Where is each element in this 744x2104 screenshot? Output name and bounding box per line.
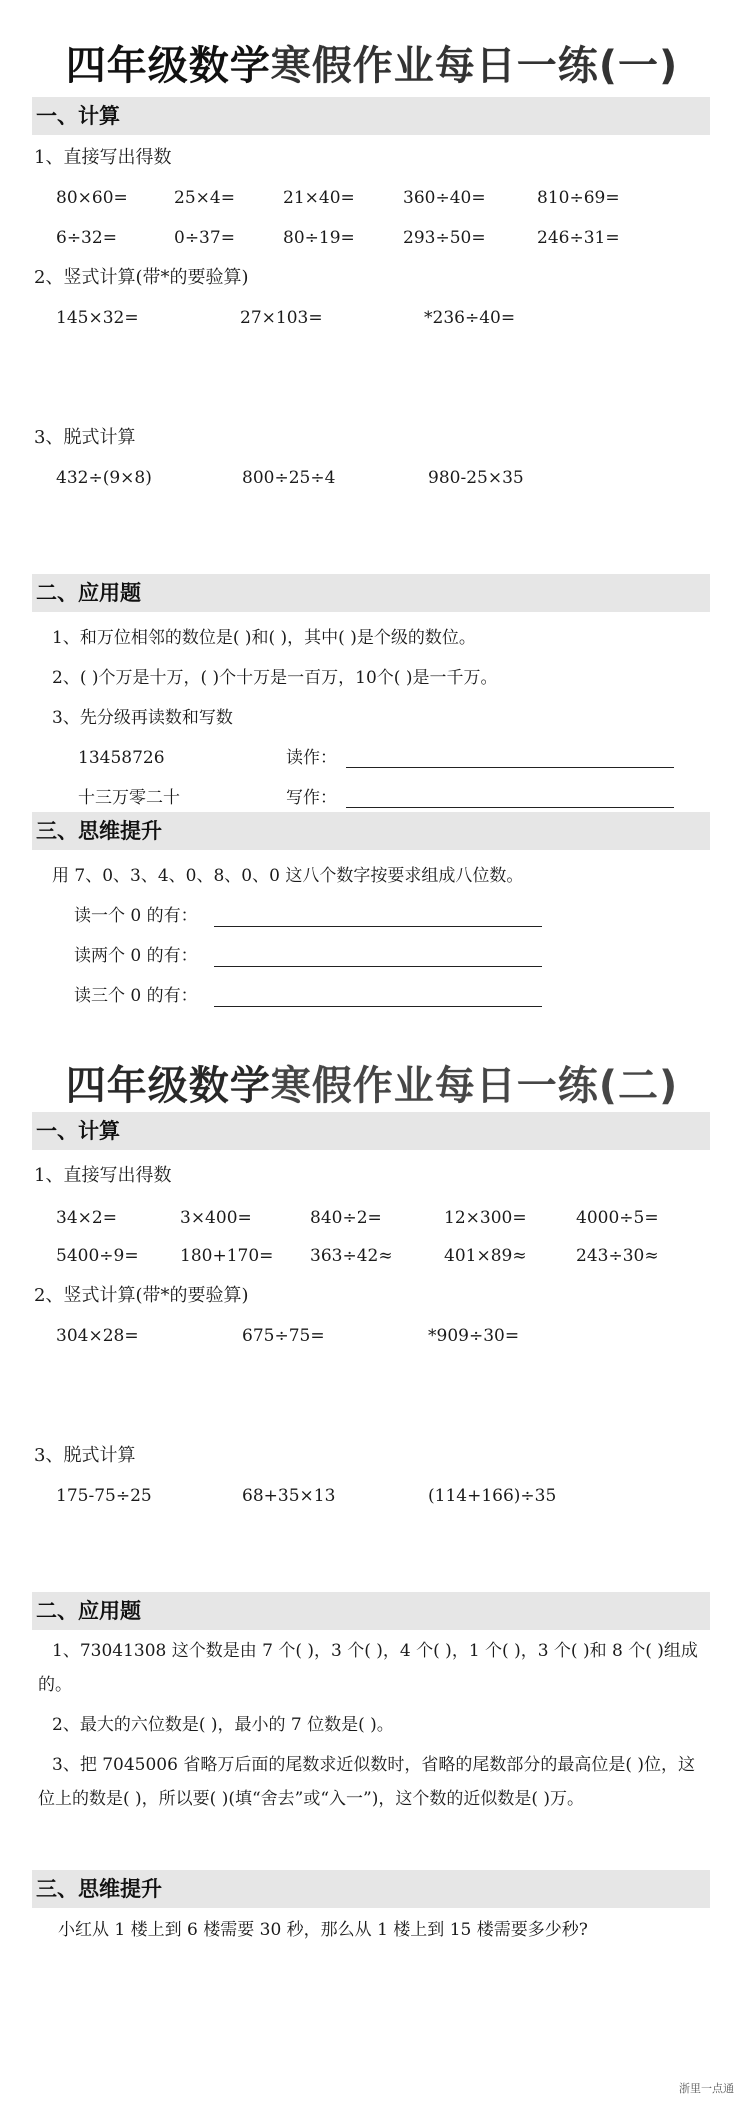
sheet1-section-calc: 一、计算 — [32, 97, 710, 135]
sheet2-stepwise-item: 175-75÷25 — [56, 1486, 152, 1506]
sheet1-mental-item: 6÷32= — [56, 228, 117, 248]
sheet1-vertical-item: 145×32= — [56, 308, 139, 328]
sheet2-mental-item: 243÷30≈ — [576, 1246, 659, 1266]
sheet1-vertical-item: *236÷40= — [424, 308, 516, 328]
sheet1-app-q3: 3、先分级再读数和写数 — [52, 708, 233, 728]
sheet1-think-answer-line-2[interactable] — [214, 966, 542, 967]
footer-watermark: 浙里一点通 — [679, 2082, 734, 2095]
sheet1-mental-item: 80×60= — [56, 188, 128, 208]
sheet2-vertical-row — [0, 1324, 744, 1348]
sheet2-mental-item: 12×300= — [444, 1208, 527, 1228]
sheet2-stepwise-row — [0, 1484, 744, 1508]
sheet1-vertical-item: 27×103= — [240, 308, 323, 328]
sheet1-think-question: 用 7、0、3、4、0、8、0、0 这八个数字按要求组成八位数。 — [52, 866, 524, 886]
sheet2-section-calc: 一、计算 — [32, 1112, 710, 1150]
sheet1-q1-heading: 1、直接写出得数 — [34, 147, 172, 168]
sheet2-title-dark: 四年级数学 — [65, 1063, 271, 1109]
sheet1-think-item-1: 读一个 0 的有： — [74, 906, 198, 926]
sheet2-mental-row-2 — [0, 1244, 744, 1268]
sheet2-mental-item: 401×89≈ — [444, 1246, 527, 1266]
sheet2-app-q3: 3、把 7045006 省略万后面的尾数求近似数时，省略的尾数部分的最高位是( )位，这位上的数是( )，所以要( )(填“舍去”或“入一”)，这个数的近似数是( )万。 — [38, 1755, 696, 1809]
sheet1-mental-item: 80÷19= — [283, 228, 355, 248]
sheet2-think-question: 小红从 1 楼上到 6 楼需要 30 秒，那么从 1 楼上到 15 楼需要多少秒? — [58, 1920, 588, 1940]
sheet1-mental-item: 810÷69= — [537, 188, 620, 208]
sheet1-title — [0, 34, 744, 91]
sheet2-section-application: 二、应用题 — [32, 1592, 710, 1630]
sheet1-mental-item: 25×4= — [174, 188, 235, 208]
sheet1-read-label: 读作： — [286, 748, 337, 768]
sheet1-mental-item: 360÷40= — [403, 188, 486, 208]
sheet2-mental-item: 34×2= — [56, 1208, 117, 1228]
sheet1-write-answer-line[interactable] — [346, 807, 674, 808]
sheet2-vertical-item: *909÷30= — [428, 1326, 520, 1346]
sheet1-app-q1: 1、和万位相邻的数位是( )和( )，其中( )是个级的数位。 — [52, 628, 476, 648]
sheet2-mental-item: 4000÷5= — [576, 1208, 659, 1228]
sheet1-mental-item: 0÷37= — [174, 228, 235, 248]
sheet2-mental-item: 840÷2= — [310, 1208, 382, 1228]
sheet1-stepwise-row — [0, 466, 744, 490]
sheet1-mental-row-2 — [0, 226, 744, 250]
sheet2-stepwise-item: 68+35×13 — [242, 1486, 336, 1506]
sheet1-write-words: 十三万零二十 — [78, 788, 180, 808]
sheet1-title-light: 寒假作业每日一练(一) — [270, 43, 679, 89]
sheet1-stepwise-item: 432÷(9×8) — [56, 468, 152, 488]
sheet1-write-label: 写作： — [286, 788, 337, 808]
sheet2-vertical-item: 304×28= — [56, 1326, 139, 1346]
sheet1-q3-heading: 3、脱式计算 — [34, 427, 136, 448]
sheet1-mental-item: 293÷50= — [403, 228, 486, 248]
sheet1-read-answer-line[interactable] — [346, 767, 674, 768]
sheet2-stepwise-item: (114+166)÷35 — [428, 1486, 557, 1506]
sheet1-app-q2: 2、( )个万是十万，( )个十万是一百万，10个( )是一千万。 — [52, 668, 498, 688]
sheet1-q2-heading: 2、竖式计算(带*的要验算) — [34, 267, 249, 288]
sheet2-vertical-item: 675÷75= — [242, 1326, 325, 1346]
sheet2-section-thinking: 三、思维提升 — [32, 1870, 710, 1908]
sheet1-think-item-2: 读两个 0 的有： — [74, 946, 198, 966]
sheet2-mental-item: 5400÷9= — [56, 1246, 139, 1266]
sheet2-q1-heading: 1、直接写出得数 — [34, 1165, 172, 1186]
sheet2-title — [0, 1054, 744, 1111]
sheet1-think-item-3: 读三个 0 的有： — [74, 986, 198, 1006]
sheet1-mental-row-1 — [0, 186, 744, 210]
sheet1-vertical-row — [0, 306, 744, 330]
sheet2-title-light: 寒假作业每日一练(二) — [270, 1063, 679, 1109]
sheet1-title-dark: 四年级数学 — [65, 43, 271, 89]
sheet2-mental-item: 180+170= — [180, 1246, 274, 1266]
sheet2-q3-heading: 3、脱式计算 — [34, 1445, 136, 1466]
sheet2-mental-row-1 — [0, 1206, 744, 1230]
sheet1-mental-item: 246÷31= — [537, 228, 620, 248]
sheet1-read-number: 13458726 — [78, 748, 165, 768]
sheet1-think-answer-line-3[interactable] — [214, 1006, 542, 1007]
sheet2-mental-item: 3×400= — [180, 1208, 252, 1228]
sheet2-app-q1: 1、73041308 这个数是由 7 个( )，3 个( )，4 个( )，1 个( )，3 个( )和 8 个( )组成的。 — [38, 1641, 698, 1695]
sheet1-stepwise-item: 800÷25÷4 — [242, 468, 336, 488]
sheet2-mental-item: 363÷42≈ — [310, 1246, 393, 1266]
sheet1-section-application: 二、应用题 — [32, 574, 710, 612]
sheet1-think-answer-line-1[interactable] — [214, 926, 542, 927]
sheet2-app-q2: 2、最大的六位数是( )，最小的 7 位数是( )。 — [52, 1715, 394, 1735]
sheet1-mental-item: 21×40= — [283, 188, 355, 208]
sheet2-q2-heading: 2、竖式计算(带*的要验算) — [34, 1285, 249, 1306]
sheet1-section-thinking: 三、思维提升 — [32, 812, 710, 850]
sheet1-stepwise-item: 980-25×35 — [428, 468, 524, 488]
